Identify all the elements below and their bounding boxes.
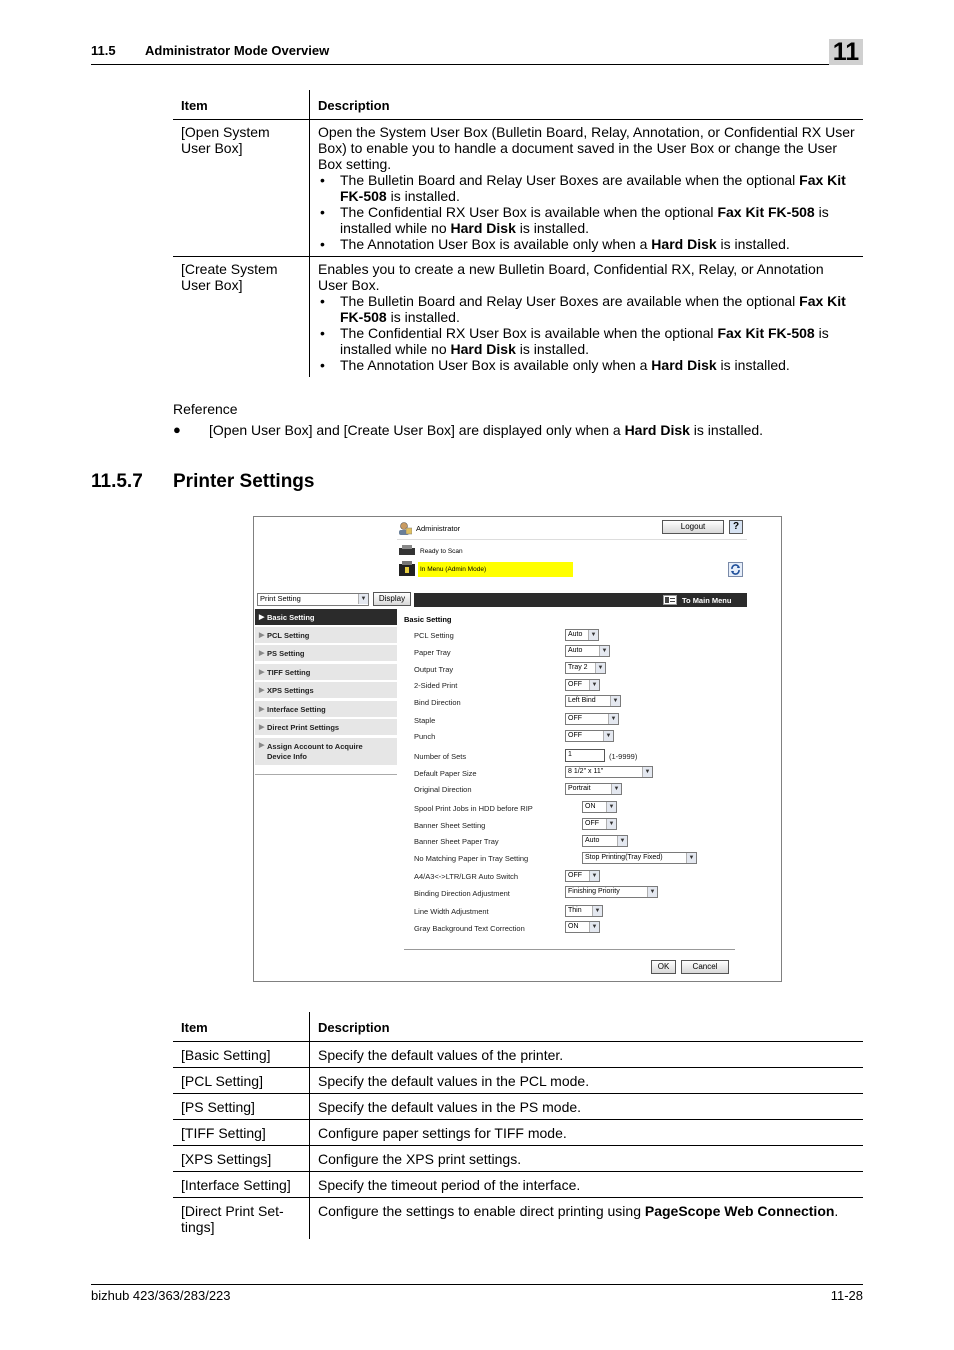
banner-sheet-paper-tray-select[interactable]: Auto ▼ bbox=[582, 835, 628, 847]
field-label: Number of Sets bbox=[414, 752, 467, 761]
row-item: [TIFF Setting] bbox=[173, 1120, 310, 1146]
column-header-item: Item bbox=[173, 1012, 310, 1042]
side-menu-tiff-setting[interactable]: ▶ TIFF Setting bbox=[255, 664, 397, 681]
table-row bbox=[173, 1198, 863, 1240]
original-direction-select[interactable]: Portrait ▼ bbox=[565, 783, 622, 795]
field-label: No Matching Paper in Tray Setting bbox=[414, 854, 529, 863]
row-description: Configure paper settings for TIFF mode. bbox=[310, 1120, 864, 1146]
administrator-icon bbox=[398, 521, 412, 535]
triangle-right-icon: ▶ bbox=[259, 724, 265, 731]
help-button[interactable]: ? bbox=[729, 520, 743, 534]
bullet-item: • The Bulletin Board and Relay User Boxes are available when the optional Fax Kit FK-508 is installed. bbox=[318, 293, 855, 325]
table-header-row bbox=[173, 1012, 863, 1042]
sets-range-hint: (1-9999) bbox=[609, 752, 638, 761]
chevron-down-icon: ▼ bbox=[589, 871, 599, 881]
chevron-down-icon: ▼ bbox=[617, 836, 627, 846]
side-menu-direct-print-settings[interactable]: ▶ Direct Print Settings bbox=[255, 719, 397, 736]
section-title: Printer Settings bbox=[173, 471, 315, 492]
chapter-badge: 11 bbox=[829, 39, 863, 65]
auto-switch-select[interactable]: OFF ▼ bbox=[565, 870, 600, 882]
status-menu: In Menu (Admin Mode) bbox=[420, 566, 487, 573]
side-menu-basic-setting[interactable]: ▶ Basic Setting bbox=[255, 609, 397, 626]
side-menu-assign-account[interactable]: ▶ Assign Account to Acquire Device Info bbox=[255, 738, 397, 766]
binding-direction-adjustment-select[interactable]: Finishing Priority ▼ bbox=[565, 886, 658, 898]
footer-page-number: 11-28 bbox=[830, 1288, 863, 1303]
chevron-down-icon: ▼ bbox=[606, 819, 616, 829]
description-text: Open the System User Box (Bulletin Board, Relay, Annotation, or Confidential RX User Box) to enable you to handle a document saved in the User Box or change the User Box setting. bbox=[318, 124, 855, 172]
triangle-right-icon: ▶ bbox=[259, 650, 265, 657]
chevron-down-icon: ▼ bbox=[588, 630, 598, 640]
two-sided-print-select[interactable]: OFF ▼ bbox=[565, 679, 600, 691]
chevron-down-icon: ▼ bbox=[608, 714, 618, 724]
row-item: [Direct Print Set- tings] bbox=[173, 1198, 310, 1240]
chevron-down-icon: ▼ bbox=[595, 663, 605, 673]
field-label: Spool Print Jobs in HDD before RIP bbox=[414, 804, 533, 813]
bullet-item: • The Bulletin Board and Relay User Boxes are available when the optional Fax Kit FK-508 is installed. bbox=[318, 172, 855, 204]
table-row bbox=[173, 1146, 863, 1172]
display-button[interactable]: Display bbox=[373, 592, 411, 606]
ok-button[interactable]: OK bbox=[651, 960, 676, 974]
column-header-item: Item bbox=[173, 90, 310, 120]
side-menu-pcl-setting[interactable]: ▶ PCL Setting bbox=[255, 627, 397, 644]
chevron-down-icon: ▼ bbox=[599, 646, 609, 656]
chevron-down-icon: ▼ bbox=[358, 594, 368, 604]
table-row bbox=[173, 1094, 863, 1120]
chevron-down-icon: ▼ bbox=[589, 922, 599, 932]
row-description: Specify the default values in the PCL mode. bbox=[310, 1068, 864, 1094]
row-item: [PCL Setting] bbox=[173, 1068, 310, 1094]
main-menu-icon bbox=[663, 595, 677, 605]
table-row bbox=[173, 120, 863, 257]
triangle-right-icon: ▶ bbox=[259, 742, 265, 749]
row-item: [XPS Settings] bbox=[173, 1146, 310, 1172]
chevron-down-icon: ▼ bbox=[603, 731, 613, 741]
output-tray-select[interactable]: Tray 2 ▼ bbox=[565, 662, 606, 674]
chevron-down-icon: ▼ bbox=[647, 887, 657, 897]
print-setting-select[interactable]: Print Setting ▼ bbox=[257, 593, 369, 606]
chevron-down-icon: ▼ bbox=[642, 767, 652, 777]
row-description: Configure the XPS print settings. bbox=[310, 1146, 864, 1172]
table-row bbox=[173, 1172, 863, 1198]
pcl-setting-select[interactable]: Auto ▼ bbox=[565, 629, 599, 641]
field-label: Bind Direction bbox=[414, 698, 461, 707]
footer-rule bbox=[91, 1284, 863, 1285]
staple-select[interactable]: OFF ▼ bbox=[565, 713, 619, 725]
row-description bbox=[310, 120, 864, 257]
logout-button[interactable]: Logout bbox=[662, 520, 724, 534]
paper-tray-select[interactable]: Auto ▼ bbox=[565, 645, 610, 657]
side-menu-xps-settings[interactable]: ▶ XPS Settings bbox=[255, 682, 397, 699]
field-label: A4/A3<->LTR/LGR Auto Switch bbox=[414, 872, 519, 881]
side-menu-interface-setting[interactable]: ▶ Interface Setting bbox=[255, 701, 397, 718]
bullet-item: • The Annotation User Box is available only when a Hard Disk is installed. bbox=[318, 236, 855, 252]
footer-model: bizhub 423/363/283/223 bbox=[91, 1288, 231, 1303]
field-label: 2-Sided Print bbox=[414, 681, 458, 690]
machine-status-icon bbox=[398, 561, 416, 577]
side-menu-ps-setting[interactable]: ▶ PS Setting bbox=[255, 645, 397, 662]
field-label: Original Direction bbox=[414, 785, 472, 794]
field-label: Default Paper Size bbox=[414, 769, 477, 778]
field-label: Gray Background Text Correction bbox=[414, 924, 525, 933]
system-user-box-table bbox=[173, 90, 863, 377]
row-description: Specify the timeout period of the interface. bbox=[310, 1172, 864, 1198]
printer-settings-screenshot bbox=[253, 516, 782, 982]
column-header-description: Description bbox=[310, 90, 864, 120]
row-description bbox=[310, 257, 864, 378]
punch-select[interactable]: OFF ▼ bbox=[565, 730, 614, 742]
field-label: Banner Sheet Setting bbox=[414, 821, 486, 830]
admin-divider bbox=[397, 539, 747, 540]
header-section-title: Administrator Mode Overview bbox=[145, 43, 330, 58]
printer-settings-table bbox=[173, 1012, 863, 1239]
administrator-label: Administrator bbox=[416, 524, 461, 533]
bullet-list bbox=[318, 172, 855, 252]
field-label: Punch bbox=[414, 732, 436, 741]
default-paper-size-select[interactable]: 8 1/2" x 11" ▼ bbox=[565, 766, 653, 778]
reference-label: Reference bbox=[173, 401, 238, 417]
field-label: Paper Tray bbox=[414, 648, 451, 657]
field-label: Line Width Adjustment bbox=[414, 907, 489, 916]
row-item: [Create System User Box] bbox=[173, 257, 310, 378]
chevron-down-icon: ▼ bbox=[610, 696, 620, 706]
banner-sheet-setting-select[interactable]: OFF ▼ bbox=[582, 818, 617, 830]
triangle-right-icon: ▶ bbox=[259, 687, 265, 694]
table-row bbox=[173, 1042, 863, 1068]
chevron-down-icon: ▼ bbox=[592, 906, 602, 916]
row-description: Specify the default values of the printer. bbox=[310, 1042, 864, 1068]
cancel-button[interactable]: Cancel bbox=[681, 960, 729, 974]
field-label: Staple bbox=[414, 716, 436, 725]
field-label: Output Tray bbox=[414, 665, 454, 674]
field-label: PCL Setting bbox=[414, 631, 454, 640]
column-header-description: Description bbox=[310, 1012, 864, 1042]
to-main-menu-link[interactable]: To Main Menu bbox=[682, 596, 732, 605]
printer-status-icon bbox=[398, 545, 416, 557]
reference-text: [Open User Box] and [Create User Box] are displayed only when a Hard Disk is installed. bbox=[209, 422, 764, 438]
row-item: [Interface Setting] bbox=[173, 1172, 310, 1198]
bind-direction-select[interactable]: Left Bind ▼ bbox=[565, 695, 621, 707]
chevron-down-icon: ▼ bbox=[686, 853, 696, 863]
table-row bbox=[173, 1120, 863, 1146]
spool-print-jobs-select[interactable]: ON ▼ bbox=[582, 801, 617, 813]
chevron-down-icon: ▼ bbox=[611, 784, 621, 794]
bullet-list bbox=[318, 293, 855, 373]
chevron-down-icon: ▼ bbox=[606, 802, 616, 812]
side-menu-divider bbox=[255, 774, 397, 775]
panel-divider bbox=[404, 949, 735, 950]
section-number: 11.5.7 bbox=[91, 471, 143, 492]
triangle-right-icon: ▶ bbox=[259, 632, 265, 639]
status-ready: Ready to Scan bbox=[420, 548, 463, 555]
row-item: [Open System User Box] bbox=[173, 120, 310, 257]
gray-background-correction-select[interactable]: ON ▼ bbox=[565, 921, 600, 933]
panel-title: Basic Setting bbox=[404, 615, 452, 624]
row-item: [PS Setting] bbox=[173, 1094, 310, 1120]
triangle-right-icon: ▶ bbox=[259, 614, 265, 621]
field-label: Binding Direction Adjustment bbox=[414, 889, 510, 898]
row-item: [Basic Setting] bbox=[173, 1042, 310, 1068]
row-description: Configure the settings to enable direct printing using PageScope Web Connection. bbox=[318, 1203, 839, 1219]
chevron-down-icon: ▼ bbox=[589, 680, 599, 690]
header-rule bbox=[91, 64, 863, 65]
description-text: Enables you to create a new Bulletin Board, Confidential RX, Relay, or Annotation User Box. bbox=[318, 261, 824, 293]
triangle-right-icon: ▶ bbox=[259, 706, 265, 713]
line-width-adjustment-select[interactable]: Thin ▼ bbox=[565, 905, 603, 917]
bullet-item: • The Confidential RX User Box is available when the optional Fax Kit FK-508 is installed while no Hard Disk is installed. bbox=[318, 204, 855, 236]
table-row bbox=[173, 1068, 863, 1094]
bullet-item: • The Annotation User Box is available only when a Hard Disk is installed. bbox=[318, 357, 855, 373]
table-header-row bbox=[173, 90, 863, 120]
table-row bbox=[173, 257, 863, 378]
field-label: Banner Sheet Paper Tray bbox=[414, 837, 499, 846]
reference-bullet: ● bbox=[173, 422, 181, 437]
no-matching-paper-select[interactable]: Stop Printing(Tray Fixed) ▼ bbox=[582, 852, 697, 864]
bullet-item: • The Confidential RX User Box is available when the optional Fax Kit FK-508 is installed while no Hard Disk is installed. bbox=[318, 325, 855, 357]
number-of-sets-input[interactable]: 1 bbox=[565, 749, 605, 762]
header-section-number: 11.5 bbox=[91, 43, 116, 58]
row-description: Specify the default values in the PS mode. bbox=[310, 1094, 864, 1120]
refresh-icon[interactable] bbox=[728, 562, 743, 577]
triangle-right-icon: ▶ bbox=[259, 669, 265, 676]
